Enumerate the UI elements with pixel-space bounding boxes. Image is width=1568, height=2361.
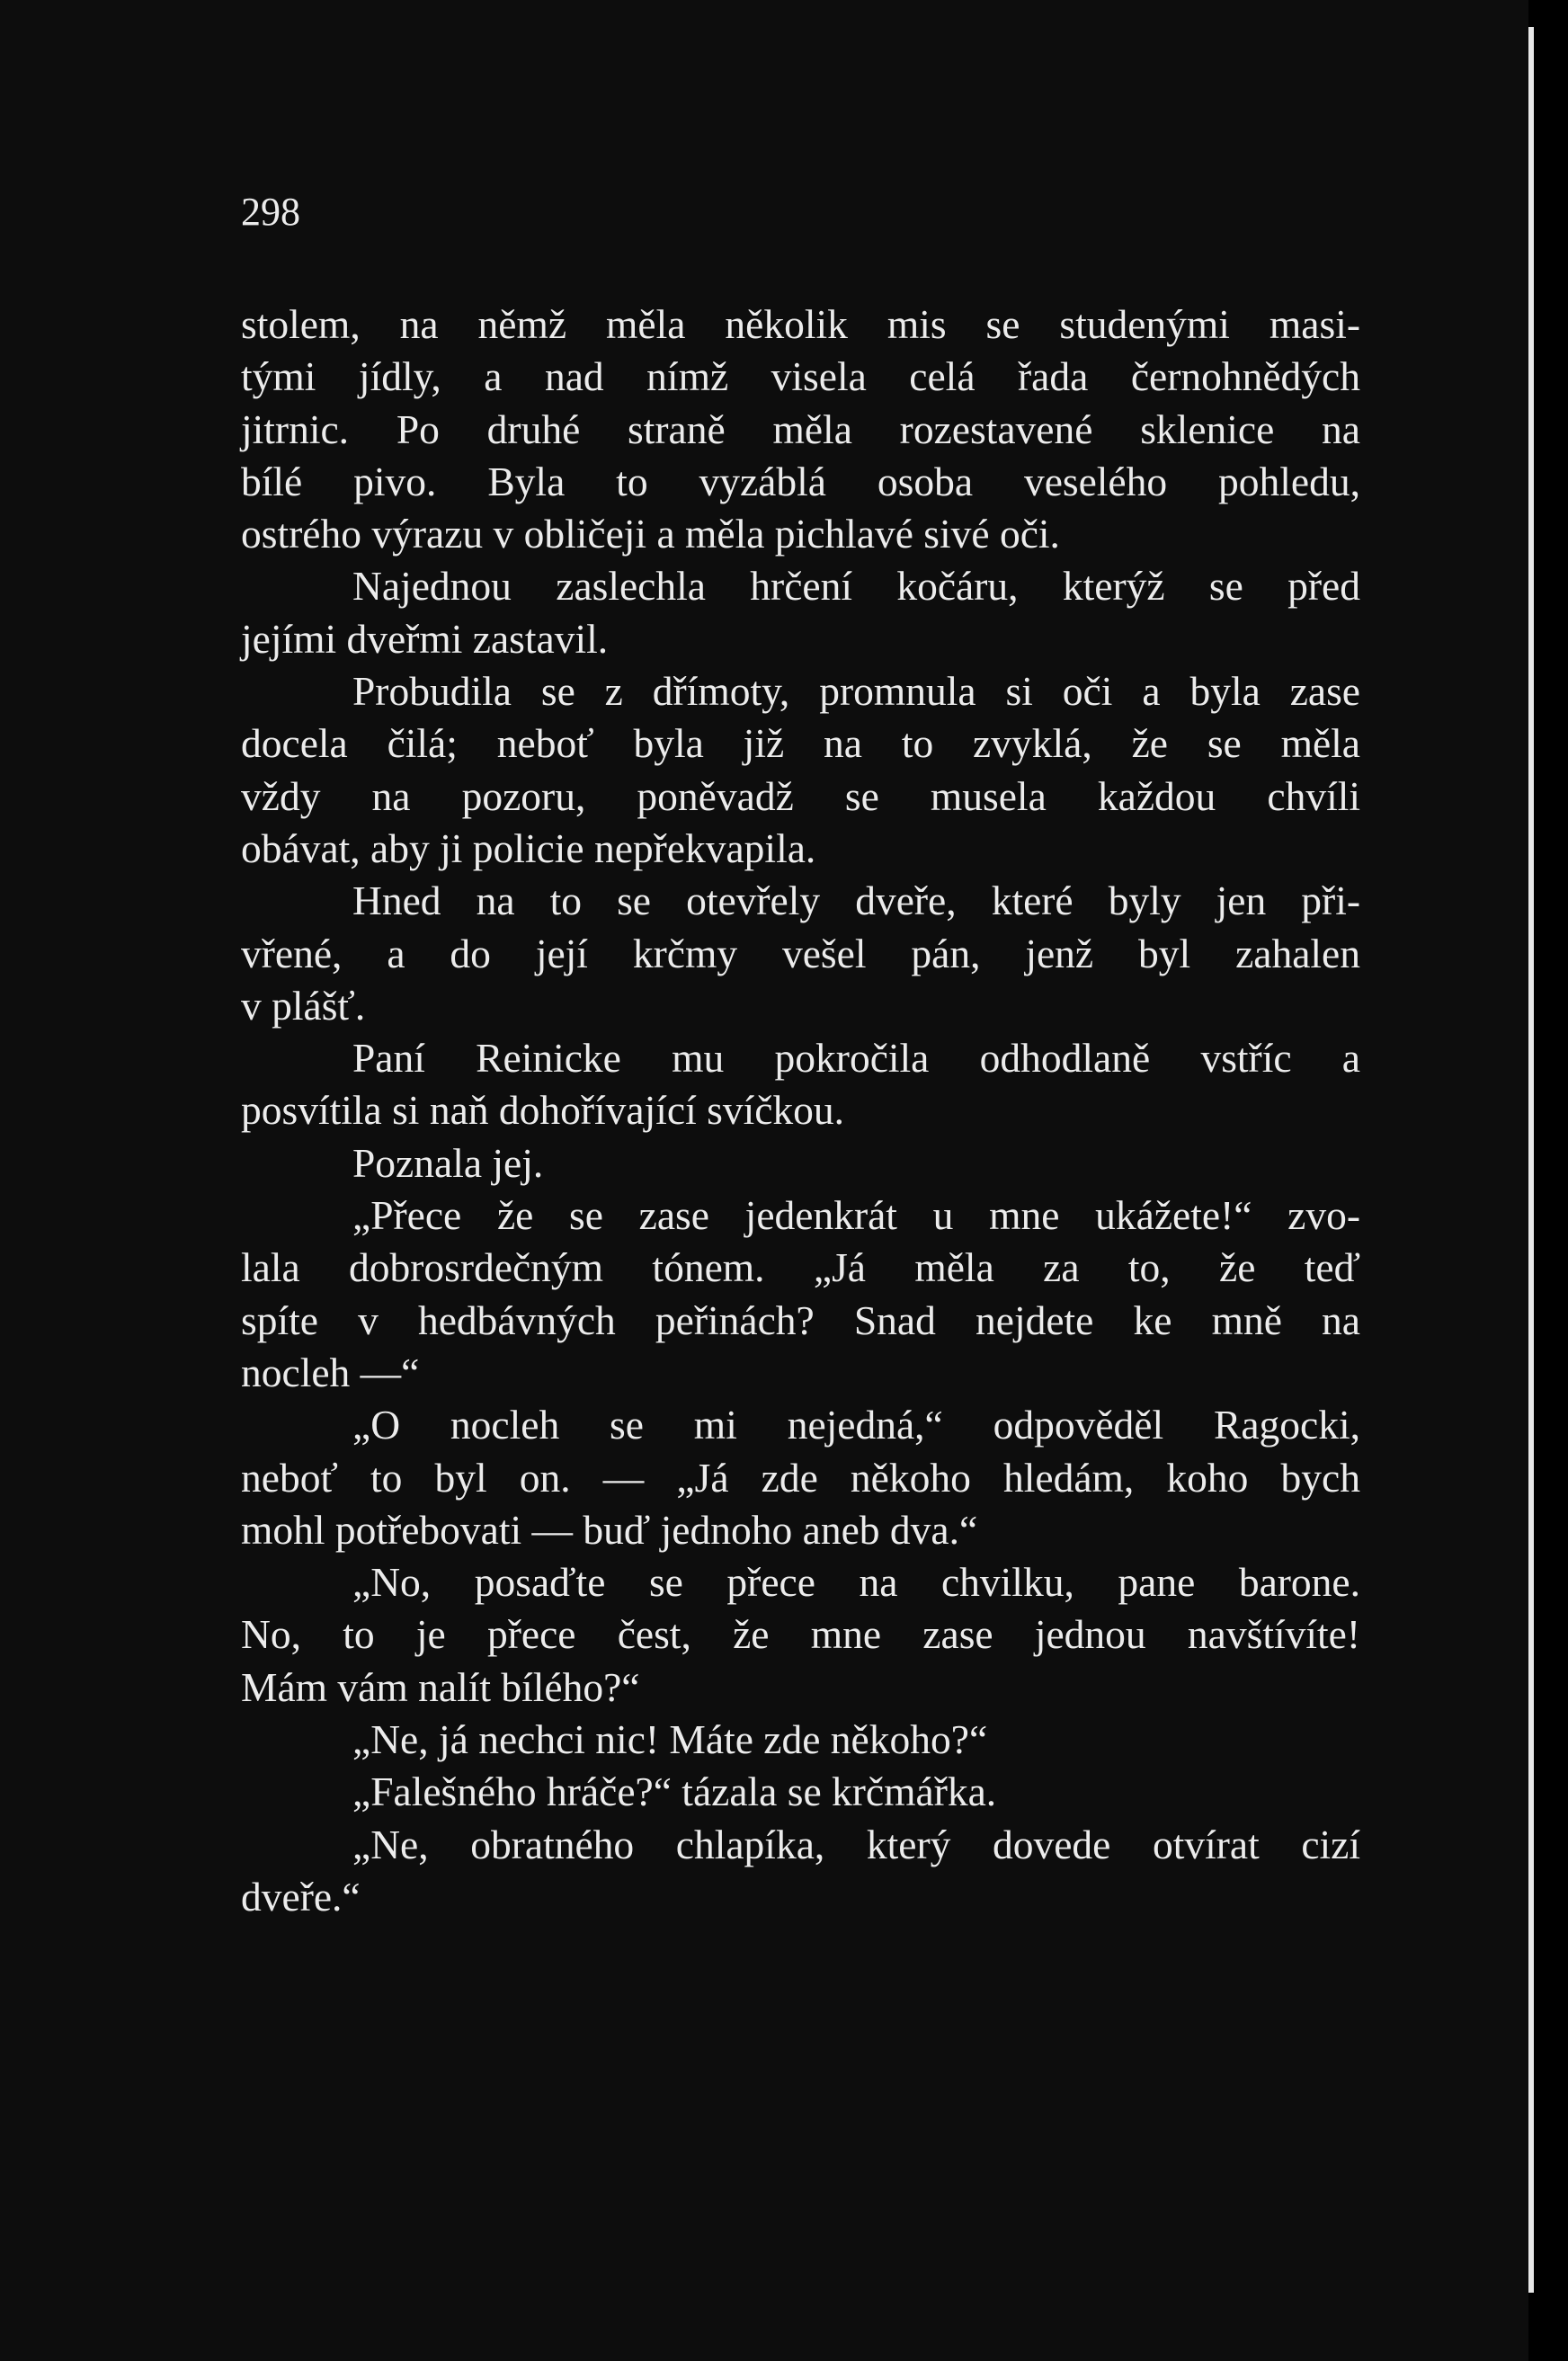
text-line: Poznala jej.: [352, 1139, 544, 1186]
text-line: No, to je přece čest, že mne zase jednou navštívíte!: [241, 1611, 1360, 1658]
text-line: tými jídly, a nad nímž visela celá řada černohnědých: [241, 353, 1360, 400]
text-line: dveře.“: [241, 1873, 361, 1920]
text-line: ostrého výrazu v obličeji a měla pichlavé sivé oči.: [241, 511, 1060, 557]
text-line: Najednou zaslechla hrčení kočáru, kterýž se před: [352, 563, 1360, 610]
text-line: „O nocleh se mi nejedná,“ odpověděl Ragocki,: [352, 1402, 1360, 1448]
text-line: nocleh —“: [241, 1349, 420, 1395]
body-text: [241, 298, 1360, 1923]
page-edge-line: [1528, 27, 1534, 2293]
text-line: v plášť.: [241, 982, 366, 1029]
text-line: lala dobrosrdečným tónem. „Já měla za to, že teď: [241, 1244, 1360, 1291]
text-line: bílé pivo. Byla to vyzáblá osoba veselého pohledu,: [241, 458, 1360, 504]
text-line: „Ne, já nechci nic! Máte zde někoho?“: [352, 1716, 988, 1763]
text-line: Probudila se z dřímoty, promnula si oči a byla zase: [352, 668, 1360, 715]
text-line: stolem, na němž měla několik mis se studenými masi-: [241, 301, 1360, 347]
text-line: spíte v hedbávných peřinách? Snad nejdete ke mně na: [241, 1296, 1360, 1343]
text-line: Mám vám nalít bílého?“: [241, 1663, 640, 1710]
page-border: [1528, 0, 1568, 2361]
text-line: „No, posaďte se přece na chvilku, pane barone.: [352, 1559, 1360, 1606]
text-line: Paní Reinicke mu pokročila odhodlaně vstříc a: [352, 1035, 1360, 1082]
text-line: vždy na pozoru, poněvadž se musela každou chvíli: [241, 772, 1360, 819]
text-line: jitrnic. Po druhé straně měla rozestavené sklenice na: [241, 405, 1360, 452]
text-line: „Falešného hráče?“ tázala se krčmářka.: [352, 1769, 997, 1815]
text-line: „Ne, obratného chlapíka, který dovede otvírat cizí: [352, 1821, 1360, 1867]
text-line: posvítila si naň dohořívající svíčkou.: [241, 1087, 845, 1134]
text-line: mohl potřebovati — buď jednoho aneb dva.“: [241, 1506, 978, 1553]
text-line: Hned na to se otevřely dveře, které byly jen při-: [352, 878, 1360, 924]
text-line: „Přece že se zase jedenkrát u mne ukážete!“ zvo-: [352, 1192, 1360, 1239]
text-line: obávat, aby ji policie nepřekvapila.: [241, 824, 816, 871]
page-number: 298: [241, 190, 300, 234]
text-line: docela čilá; neboť byla již na to zvyklá, že se měla: [241, 720, 1360, 767]
text-line: vřené, a do její krčmy vešel pán, jenž byl zahalen: [241, 930, 1360, 976]
text-line: jejími dveřmi zastavil.: [241, 615, 609, 662]
text-line: neboť to byl on. — „Já zde někoho hledám, koho bych: [241, 1454, 1360, 1501]
